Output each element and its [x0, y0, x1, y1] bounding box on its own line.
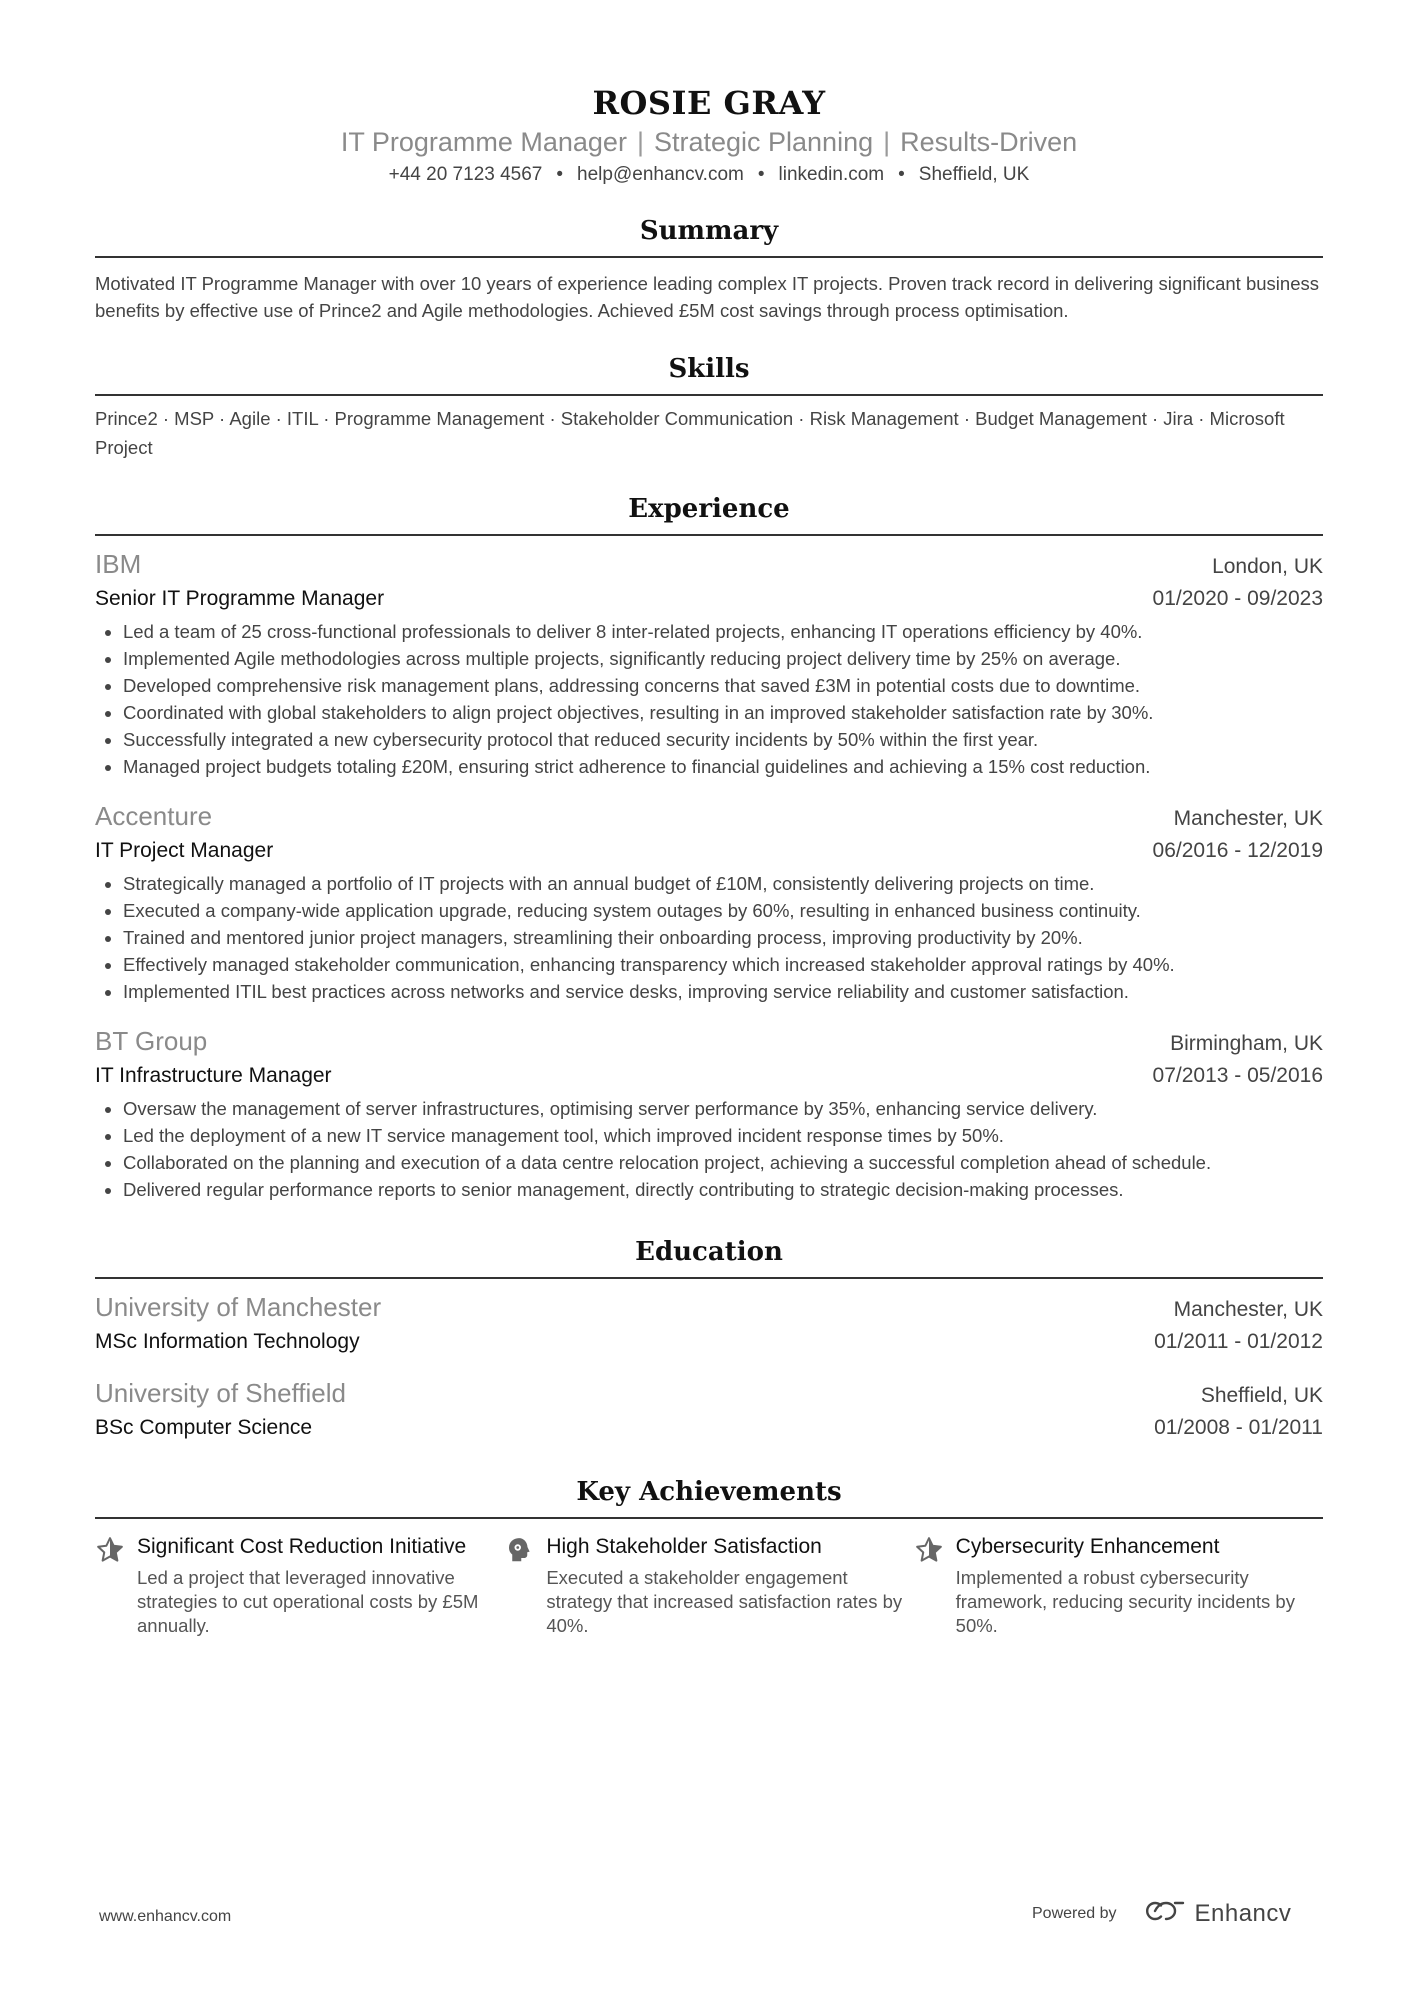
phone[interactable]: +44 20 7123 4567 — [388, 164, 543, 185]
section-title-experience: Experience — [95, 490, 1323, 536]
contact-info — [95, 162, 1323, 188]
headline-item: Results-Driven — [900, 127, 1078, 157]
job-location: Manchester, UK — [1173, 807, 1323, 830]
company-name: BT Group — [95, 1026, 208, 1056]
bullet-item: • Developed comprehensive risk management plans, addressing concerns that saved £3M in potential costs due to downtime. — [123, 672, 1323, 699]
bullet-item: • Delivered regular performance reports to senior management, directly contributing to strategic decision-making processes. — [123, 1176, 1323, 1203]
job-title: Senior IT Programme Manager — [95, 587, 385, 610]
bullet-item: • Led the deployment of a new IT service management tool, which improved incident response times by 50%. — [123, 1122, 1323, 1149]
achievement-item — [95, 1533, 504, 1638]
headline-separator: | — [636, 127, 644, 157]
bullet-item: • Implemented ITIL best practices across networks and service desks, improving service reliability and customer satisfaction. — [123, 978, 1323, 1005]
location: Sheffield, UK — [918, 164, 1030, 185]
job-title: IT Project Manager — [95, 839, 274, 862]
skills-list: Prince2 · MSP · Agile · ITIL · Programme Management · Stakeholder Communication · Risk Management · Budget Management · Jira · Microsoft Project — [95, 408, 1285, 458]
job-dates: 06/2016 - 12/2019 — [1152, 839, 1323, 862]
education-entry — [95, 1377, 1323, 1443]
star-icon — [914, 1533, 956, 1638]
education-section — [95, 1233, 1323, 1443]
brand-name[interactable]: Enhancv — [1194, 1899, 1292, 1927]
resume-page — [95, 82, 1323, 1638]
headline-item: IT Programme Manager — [340, 127, 627, 157]
experience-entry — [95, 548, 1323, 780]
company-name: Accenture — [95, 801, 213, 831]
achievement-title: Cybersecurity Enhancement — [955, 1535, 1220, 1558]
achievement-title: High Stakeholder Satisfaction — [546, 1535, 822, 1558]
bullet-item: • Strategically managed a portfolio of IT projects with an annual budget of £10M, consistently delivering projects on time. — [123, 870, 1323, 897]
education-dates: 01/2008 - 01/2011 — [1154, 1416, 1323, 1439]
bullet-item: • Coordinated with global stakeholders to align project objectives, resulting in an improved stakeholder satisfaction rate by 30%. — [123, 699, 1323, 726]
bullet-item: • Successfully integrated a new cybersecurity protocol that reduced security incidents by 50% within the first year. — [123, 726, 1323, 753]
job-dates: 07/2013 - 05/2016 — [1152, 1064, 1323, 1087]
education-entry — [95, 1291, 1323, 1357]
job-dates: 01/2020 - 09/2023 — [1152, 587, 1323, 610]
headline — [95, 124, 1323, 160]
achievement-description: Led a project that leveraged innovative strategies to cut operational costs by £5M annually. — [137, 1567, 479, 1636]
achievement-description: Executed a stakeholder engagement strategy that increased satisfaction rates by 40%. — [546, 1567, 903, 1636]
linkedin-link[interactable]: linkedin.com — [778, 164, 885, 185]
footer-branding — [1032, 1898, 1291, 1929]
job-bullets — [95, 870, 1323, 1005]
school-name: University of Sheffield — [95, 1378, 346, 1408]
star-icon — [95, 1533, 137, 1638]
email-link[interactable]: help@enhancv.com — [577, 164, 744, 185]
powered-by-label: Powered by — [1032, 1904, 1117, 1922]
school-name: University of Manchester — [95, 1292, 382, 1322]
footer-website-link[interactable]: www.enhancv.com — [99, 1908, 232, 1925]
bullet-item: • Collaborated on the planning and execution of a data centre relocation project, achieving a successful completion ahead of schedule. — [123, 1149, 1323, 1176]
summary-text: Motivated IT Programme Manager with over 10 years of experience leading complex IT projects. Proven track record in delivering significant business benefits by effective use of Prince2 and Agile methodologies. Achieved £5M cost savings through process optimisation. — [95, 273, 1319, 321]
contact-separator: • — [898, 164, 905, 185]
achievement-item — [504, 1533, 913, 1638]
head-icon — [504, 1533, 546, 1638]
section-title-skills: Skills — [95, 350, 1323, 396]
resume-header — [95, 82, 1323, 188]
company-name: IBM — [95, 549, 142, 579]
education-dates: 01/2011 - 01/2012 — [1154, 1330, 1323, 1353]
achievement-description: Implemented a robust cybersecurity framework, reducing security incidents by 50%. — [955, 1567, 1295, 1636]
school-location: Manchester, UK — [1173, 1298, 1323, 1321]
section-title-summary: Summary — [95, 212, 1323, 258]
bullet-item: • Managed project budgets totaling £20M, ensuring strict adherence to financial guidelines and achieving a 15% cost reduction. — [123, 753, 1323, 780]
candidate-name: ROSIE GRAY — [592, 84, 826, 122]
job-location: London, UK — [1212, 555, 1323, 578]
bullet-item: • Trained and mentored junior project managers, streamlining their onboarding process, improving productivity by 20%. — [123, 924, 1323, 951]
section-title-achievements: Key Achievements — [95, 1473, 1323, 1519]
job-title: IT Infrastructure Manager — [95, 1064, 332, 1087]
school-location: Sheffield, UK — [1200, 1384, 1323, 1407]
bullet-item: • Executed a company-wide application upgrade, reducing system outages by 60%, resulting in enhanced business continuity. — [123, 897, 1323, 924]
degree: BSc Computer Science — [95, 1416, 313, 1439]
summary-section — [95, 212, 1323, 324]
contact-separator: • — [556, 164, 564, 185]
bullet-item: • Oversaw the management of server infrastructures, optimising server performance by 35%, enhancing service delivery. — [123, 1095, 1323, 1122]
bullet-item: • Implemented Agile methodologies across multiple projects, significantly reducing project delivery time by 25% on average. — [123, 645, 1323, 672]
experience-entry — [95, 1025, 1323, 1203]
achievement-title: Significant Cost Reduction Initiative — [137, 1535, 467, 1558]
headline-item: Strategic Planning — [653, 127, 874, 157]
achievements-section — [95, 1473, 1323, 1638]
section-title-education: Education — [95, 1233, 1323, 1279]
bullet-item: • Effectively managed stakeholder communication, enhancing transparency which increased stakeholder approval ratings by 40%. — [123, 951, 1323, 978]
experience-section — [95, 490, 1323, 1203]
degree: MSc Information Technology — [95, 1330, 360, 1353]
headline-separator: | — [883, 127, 891, 157]
contact-separator: • — [757, 164, 765, 185]
job-bullets — [95, 618, 1323, 780]
enhancv-logo-icon — [1141, 1898, 1187, 1929]
bullet-item: • Led a team of 25 cross-functional professionals to deliver 8 inter-related projects, enhancing IT operations efficiency by 40%. — [123, 618, 1323, 645]
skills-section — [95, 350, 1323, 462]
job-location: Birmingham, UK — [1170, 1032, 1323, 1055]
experience-entry — [95, 800, 1323, 1005]
achievement-item — [914, 1533, 1323, 1638]
job-bullets — [95, 1095, 1323, 1203]
